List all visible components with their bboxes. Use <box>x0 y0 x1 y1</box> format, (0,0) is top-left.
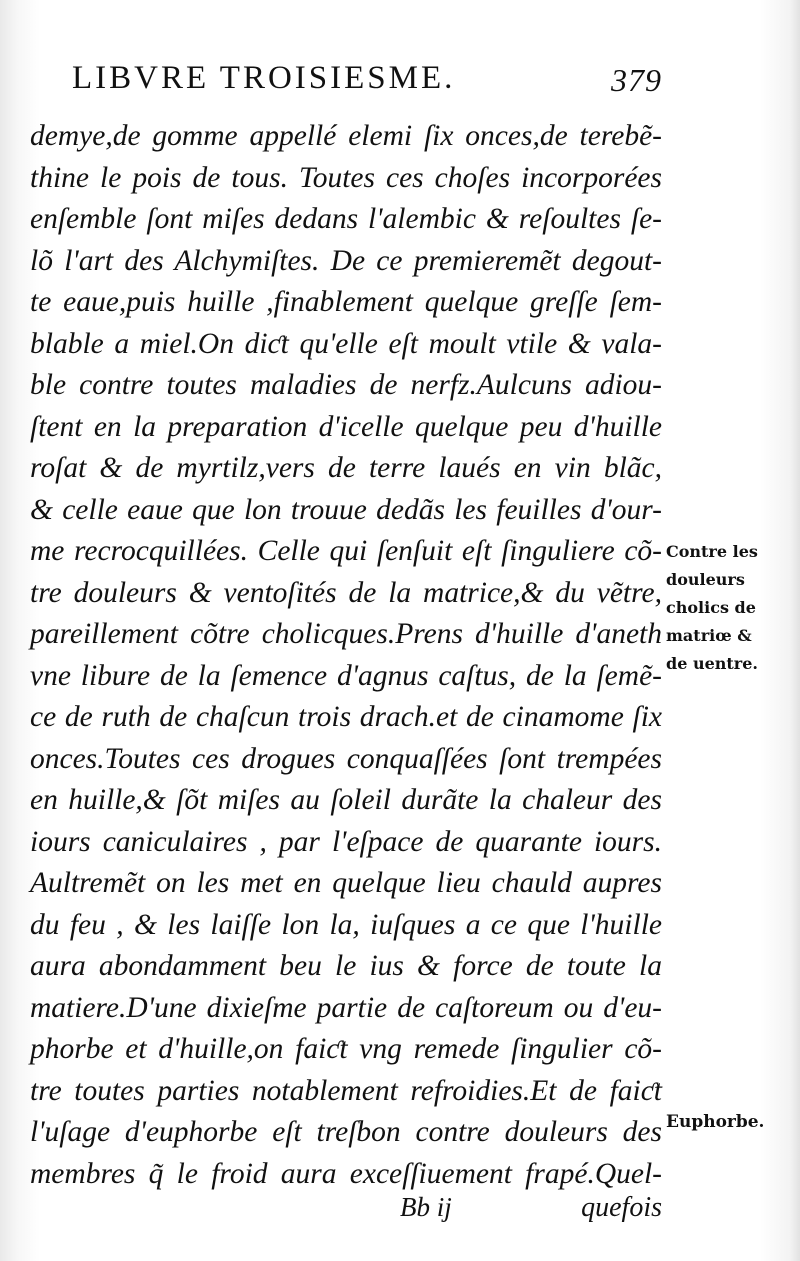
text-line: te eaue,puis huille ,finablement quelque greſſe ſem- <box>30 286 662 318</box>
text-line: lõ l'art des Alchymiſtes. De ce premieremẽt degout- <box>30 244 662 277</box>
page-number: 379 <box>611 62 662 98</box>
text-line: matiere.D'une dixieſme partie de caſtoreum ou d'eu- <box>30 991 662 1024</box>
margin-note-euphorbe: Euphorbe. <box>666 1112 765 1132</box>
text-line: ſtent en la preparation d'icelle quelque peu d'huille <box>30 410 662 443</box>
margin-note-line: de uentre. <box>666 654 758 673</box>
text-line: roſat & de myrtilz,vers de terre laués en vin blãc, <box>30 452 662 484</box>
page-header <box>72 60 662 104</box>
text-line: iours caniculaires , par l'eſpace de quarante iours. <box>30 825 662 858</box>
text-line: ble contre toutes maladies de nerfz.Aulcuns adiou- <box>30 369 662 401</box>
margin-note-line: matriœ & <box>666 626 752 645</box>
margin-note-line: douleurs <box>666 570 745 589</box>
text-line: tre douleurs & ventoſités de la matrice,& du vẽtre, <box>30 576 662 609</box>
catchword: quefois <box>581 1192 662 1223</box>
margin-note-matrice <box>664 538 794 678</box>
text-line: phorbe et d'huille,on faiƈt vng remede ſingulier cõ- <box>30 1033 662 1065</box>
text-line: onces.Toutes ces drogues conquaſſées ſont trempées <box>30 742 662 775</box>
margin-note-line: cholics de <box>666 598 756 617</box>
running-head: LIBVRE TROISIESME. <box>72 60 456 96</box>
text-line: en huille,& ſõt miſes au ſoleil durãte la chaleur des <box>30 784 662 816</box>
text-line: vne libure de la ſemence d'agnus caſtus, de la ſemẽ- <box>30 659 662 692</box>
text-line: tre toutes parties notablement refroidies.Et de faiƈt <box>30 1074 662 1107</box>
text-line: me recrocquillées. Celle qui ſenſuit eſt ſinguliere cõ- <box>30 535 662 567</box>
text-line: & celle eaue que lon trouue dedãs les feuilles d'our- <box>30 493 662 526</box>
main-text-block <box>30 116 662 1195</box>
text-line: pareillement cõtre cholicques.Prens d'huille d'aneth <box>30 618 662 650</box>
text-line: l'uſage d'euphorbe eſt treſbon contre douleurs des <box>30 1116 662 1148</box>
signature-mark: Bb ij <box>400 1192 452 1222</box>
text-line: membres q̃ le froid aura exceſſiuement frapé.Quel- <box>30 1157 662 1190</box>
text-line: enſemble ſont miſes dedans l'alembic & reſoultes ſe- <box>30 203 662 235</box>
text-line: thine le pois de tous. Toutes ces choſes incorporées <box>30 161 662 194</box>
page-footer <box>400 1192 662 1232</box>
margin-note-line: Contre les <box>666 542 758 561</box>
text-line: Aultremẽt on les met en quelque lieu chauld aupres <box>30 867 662 899</box>
text-line: du feu , & les laiſſe lon la, iuſques a ce que l'huille <box>30 908 662 941</box>
text-line: ce de ruth de chaſcun trois drach.et de cinamome ſix <box>30 701 662 733</box>
text-line: aura abondamment beu le ius & force de toute la <box>30 950 662 982</box>
text-line: blable a miel.On diƈt qu'elle eſt moult vtile & vala- <box>30 327 662 360</box>
text-line: demye,de gomme appellé elemi ſix onces,de terebẽ- <box>30 120 662 152</box>
